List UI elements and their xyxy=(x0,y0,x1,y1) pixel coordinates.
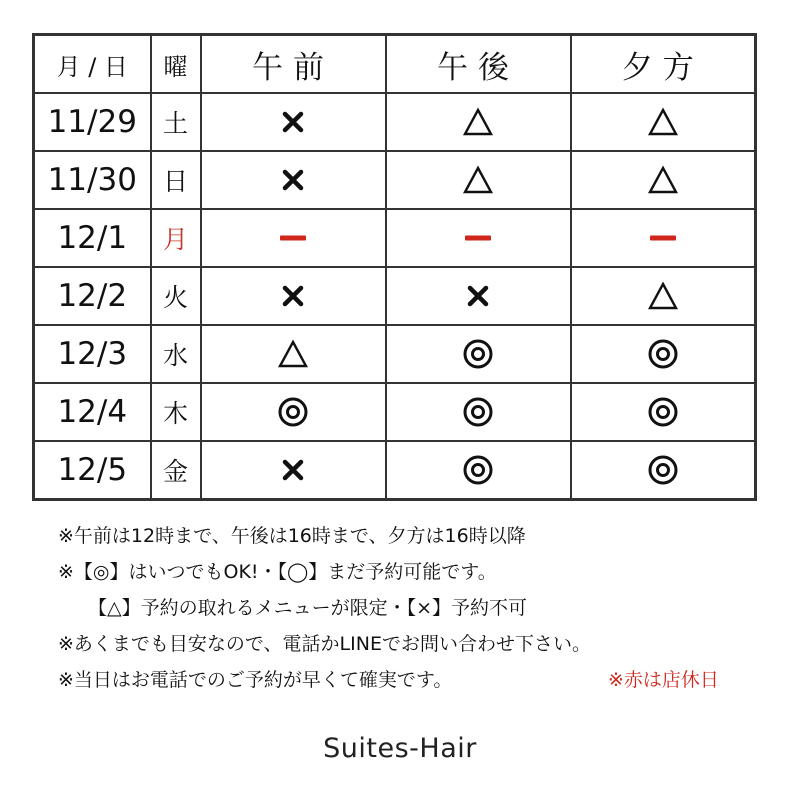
row-day-of-week: 日 xyxy=(151,151,201,209)
slot-morning xyxy=(201,325,386,383)
table-body xyxy=(34,93,756,500)
note-same-day-text: ※当日はお電話でのご予約が早くて確実です。 xyxy=(58,669,453,691)
slot-evening xyxy=(571,209,756,267)
triangle-icon xyxy=(647,106,679,138)
slot-evening xyxy=(571,325,756,383)
header-morning: 午前 xyxy=(201,35,386,94)
row-day-of-week: 金 xyxy=(151,441,201,500)
table-header-row xyxy=(34,35,756,94)
header-evening: 夕方 xyxy=(571,35,756,94)
brand-name: Suites-Hair xyxy=(323,733,477,764)
triangle-icon xyxy=(462,106,494,138)
dash-icon xyxy=(462,222,494,254)
slot-morning xyxy=(201,209,386,267)
dash-icon xyxy=(277,222,309,254)
notes-section xyxy=(58,518,778,698)
double-circle-icon xyxy=(647,338,679,370)
slot-morning xyxy=(201,151,386,209)
double-circle-icon xyxy=(462,454,494,486)
table-row xyxy=(34,383,756,441)
slot-afternoon xyxy=(386,325,571,383)
row-day-of-week: 火 xyxy=(151,267,201,325)
table-row xyxy=(34,151,756,209)
cross-icon xyxy=(277,106,309,138)
slot-afternoon xyxy=(386,267,571,325)
slot-evening xyxy=(571,151,756,209)
header-day-of-week: 曜 xyxy=(151,35,201,94)
note-contact: ※あくまでも目安なので、電話かLINEでお問い合わせ下さい。 xyxy=(58,633,591,655)
slot-afternoon xyxy=(386,93,571,151)
slot-morning xyxy=(201,93,386,151)
slot-morning xyxy=(201,441,386,500)
note-hours: ※午前は12時まで、午後は16時まで、夕方は16時以降 xyxy=(58,525,526,547)
row-day-of-week: 月 xyxy=(151,209,201,267)
slot-afternoon xyxy=(386,441,571,500)
row-day-of-week: 水 xyxy=(151,325,201,383)
table-row xyxy=(34,325,756,383)
table-row xyxy=(34,267,756,325)
double-circle-icon xyxy=(647,454,679,486)
double-circle-icon xyxy=(647,396,679,428)
double-circle-icon xyxy=(277,396,309,428)
row-date: 12/4 xyxy=(34,383,151,441)
slot-afternoon xyxy=(386,151,571,209)
table-row xyxy=(34,93,756,151)
note-same-day xyxy=(58,662,778,698)
triangle-icon xyxy=(462,164,494,196)
slot-afternoon xyxy=(386,209,571,267)
cross-icon xyxy=(277,280,309,312)
availability-table xyxy=(32,33,757,501)
slot-evening xyxy=(571,93,756,151)
note-legend-1: ※【◎】はいつでもOK!・【◯】まだ予約可能です。 xyxy=(58,561,497,583)
cross-icon xyxy=(277,164,309,196)
cross-icon xyxy=(277,454,309,486)
header-afternoon: 午後 xyxy=(386,35,571,94)
slot-morning xyxy=(201,383,386,441)
slot-evening xyxy=(571,267,756,325)
table-row xyxy=(34,209,756,267)
triangle-icon xyxy=(647,164,679,196)
note-closed-day: ※赤は店休日 xyxy=(608,669,719,691)
header-date: 月 / 日 xyxy=(34,35,151,94)
row-date: 11/29 xyxy=(34,93,151,151)
double-circle-icon xyxy=(462,396,494,428)
row-date: 12/5 xyxy=(34,441,151,500)
row-date: 12/2 xyxy=(34,267,151,325)
row-day-of-week: 木 xyxy=(151,383,201,441)
triangle-icon xyxy=(277,338,309,370)
table-row xyxy=(34,441,756,500)
slot-evening xyxy=(571,441,756,500)
row-day-of-week: 土 xyxy=(151,93,201,151)
note-legend-2: 【△】予約の取れるメニューが限定・【×】予約不可 xyxy=(88,597,528,619)
row-date: 12/1 xyxy=(34,209,151,267)
slot-afternoon xyxy=(386,383,571,441)
row-date: 12/3 xyxy=(34,325,151,383)
slot-evening xyxy=(571,383,756,441)
double-circle-icon xyxy=(462,338,494,370)
triangle-icon xyxy=(647,280,679,312)
row-date: 11/30 xyxy=(34,151,151,209)
dash-icon xyxy=(647,222,679,254)
slot-morning xyxy=(201,267,386,325)
cross-icon xyxy=(462,280,494,312)
